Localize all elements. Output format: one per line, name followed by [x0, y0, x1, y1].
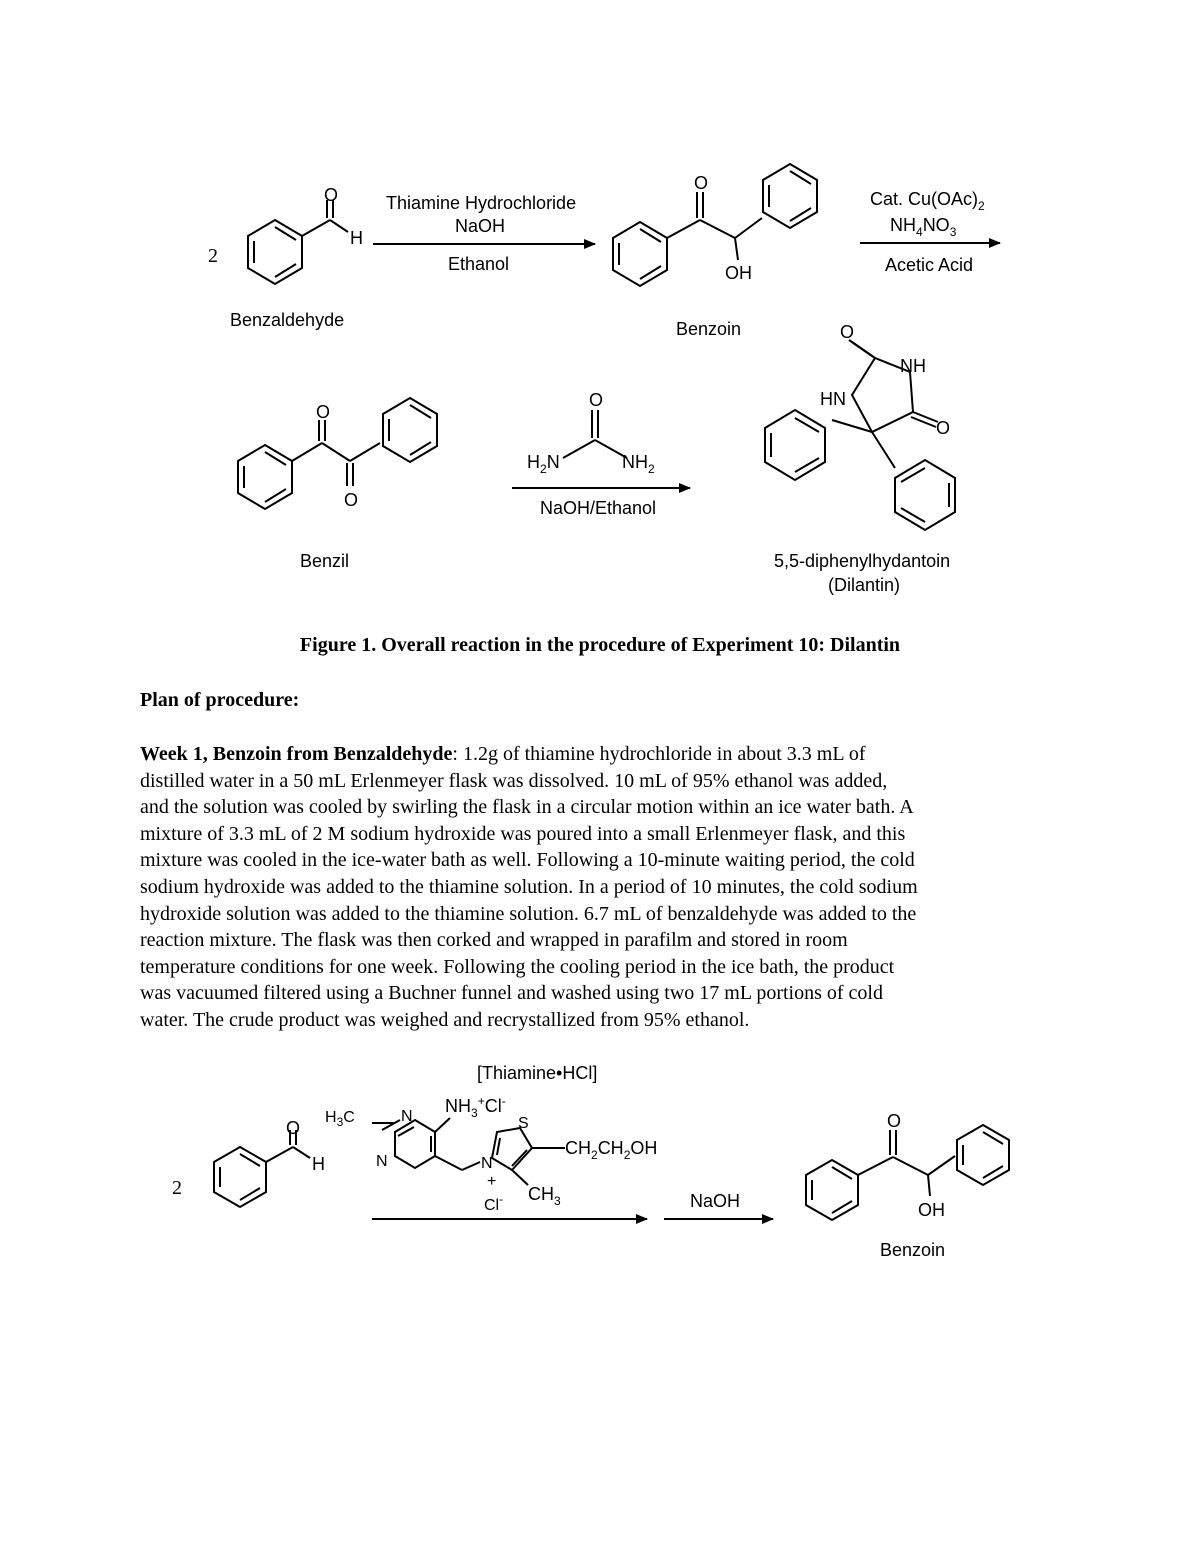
atom-oh: OH: [918, 1200, 945, 1220]
catalyst-cu-oac2: Cat. $Cu(OAc)_2$: [870, 189, 985, 213]
urea-structure: [563, 410, 627, 458]
benzaldehyde-structure: [214, 1130, 310, 1207]
benzoin-label: Benzoin: [880, 1240, 946, 1260]
thiamine-structure: [372, 1118, 565, 1185]
paragraph-line: temperature conditions for one week. Following the cooling period in the ice bath, the product: [140, 955, 895, 978]
group-h3c: $H_3C$: [325, 1109, 355, 1129]
atom-o: O: [344, 490, 359, 510]
procedure-paragraph: [140, 741, 1070, 1034]
reagent-naoh: NaOH: [455, 216, 506, 236]
paragraph-line: hydroxide solution was added to the thiamine solution. 6.7 mL of benzaldehyde was added to the: [140, 902, 917, 925]
figure-caption: Figure 1. Overall reaction in the procedure of Experiment 10: Dilantin: [299, 634, 901, 656]
thiamine-hcl-title: [Thiamine•HCl]: [477, 1063, 598, 1083]
benzaldehyde-label: Benzaldehyde: [230, 310, 345, 330]
dilantin-structure: [765, 340, 955, 530]
figure-1-reaction-scheme: [0, 0, 1200, 620]
paragraph-line: mixture of 3.3 mL of 2 M sodium hydroxide was poured into a small Erlenmeyer flask, and this: [140, 822, 906, 845]
paragraph-line: sodium hydroxide was added to the thiamine solution. In a period of 10 minutes, the cold sodium: [140, 875, 918, 898]
atom-n: N: [401, 1108, 413, 1125]
paragraph-line: Week 1, Benzoin from Benzaldehyde: 1.2g of thiamine hydrochloride in about 3.3 mL of: [140, 743, 866, 765]
paragraph-line: was vacuumed filtered using a Buchner funnel and washed using two 17 mL portions of cold: [140, 982, 883, 1005]
atom-o: O: [324, 185, 339, 205]
benzoin-structure: [806, 1125, 1009, 1220]
atom-o: O: [936, 418, 951, 438]
dilantin-label-line1: 5,5-diphenylhydantoin: [774, 551, 951, 571]
dilantin-label-line2: (Dilantin): [828, 575, 901, 595]
charge-plus: +: [487, 1173, 497, 1190]
paragraph-line: reaction mixture. The flask was then corked and wrapped in parafilm and stored in room: [140, 929, 848, 952]
paragraph-line: mixture was cooled in the ice-water bath as well. Following a 10-minute waiting period, the cold: [140, 849, 915, 872]
solvent-acetic-acid: Acetic Acid: [885, 255, 974, 275]
benzil-label: Benzil: [300, 551, 350, 571]
coefficient-2: 2: [208, 245, 218, 267]
atom-o: O: [887, 1111, 902, 1131]
section-heading: Plan of procedure:: [140, 689, 300, 711]
atom-s: S: [518, 1115, 529, 1132]
atom-o: O: [589, 390, 604, 410]
atom-nh: NH: [900, 356, 926, 376]
chloride-ion: Cl-: [484, 1192, 504, 1214]
atom-h2n: $H_2N$: [527, 452, 560, 476]
conditions-naoh-ethanol: NaOH/Ethanol: [540, 498, 657, 518]
atom-o: O: [840, 322, 855, 342]
benzoin-structure: [613, 164, 817, 286]
atom-o: O: [286, 1118, 301, 1138]
benzaldehyde-structure: [248, 200, 348, 284]
atom-oh: OH: [725, 263, 752, 283]
base-naoh: NaOH: [690, 1191, 741, 1211]
atom-n: N: [376, 1153, 388, 1170]
atom-o: O: [694, 173, 709, 193]
benzoin-label: Benzoin: [676, 319, 742, 339]
figure-2-benzoin-condensation: [0, 1050, 1200, 1280]
oxidant-nh4no3: $NH_4NO_3$: [890, 215, 957, 239]
atom-h: H: [312, 1154, 325, 1174]
paragraph-line: and the solution was cooled by swirling the flask in a circular motion within an ice water bath. A: [140, 796, 914, 819]
solvent-ethanol: Ethanol: [448, 254, 510, 274]
atom-n-plus: N: [481, 1155, 493, 1172]
reagent-thiamine: Thiamine Hydrochloride: [386, 193, 577, 213]
week1-title: Week 1, Benzoin from Benzaldehyde: [140, 743, 453, 765]
group-nh3-cl: $NH_3^+Cl^-$: [445, 1094, 506, 1120]
group-ch3: $CH_3$: [528, 1184, 561, 1208]
paragraph-line: distilled water in a 50 mL Erlenmeyer flask was dissolved. 10 mL of 95% ethanol was added,: [140, 769, 888, 792]
paragraph-line: water. The crude product was weighed and recrystallized from 95% ethanol.: [140, 1008, 750, 1031]
coefficient-2: 2: [172, 1177, 182, 1199]
atom-o: O: [316, 402, 331, 422]
benzil-structure: [238, 398, 437, 509]
side-chain-ch2ch2oh: $CH_2CH_2OH$: [565, 1138, 658, 1162]
atom-h: H: [350, 228, 363, 248]
atom-nh2: $NH_2$: [622, 452, 655, 476]
atom-hn: HN: [820, 389, 846, 409]
